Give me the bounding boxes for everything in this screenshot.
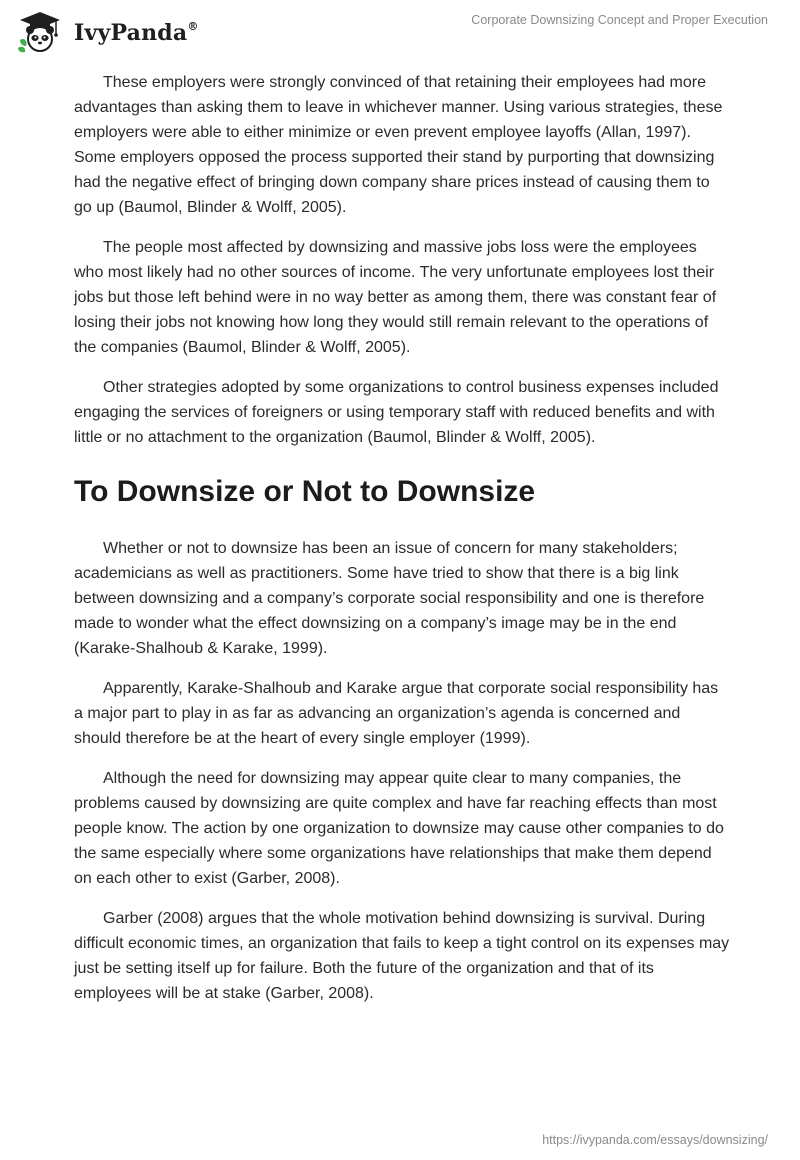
ivypanda-logo[interactable] xyxy=(16,10,199,54)
article-body xyxy=(74,70,730,1021)
source-url[interactable]: https://ivypanda.com/essays/downsizing/ xyxy=(542,1133,768,1147)
panda-graduate-icon xyxy=(16,10,64,54)
paragraph: Apparently, Karake-Shalhoub and Karake argue that corporate social responsibility has a major part to play in as far as advancing an organization’s agenda is concerned and should therefore be at the heart of every single employer (1999). xyxy=(74,680,719,747)
paragraph: Garber (2008) argues that the whole motivation behind downsizing is survival. During difficult economic times, an organization that fails to keep a tight control on its expenses may just be setting itself up for failure. Both the future of the organization and that of its employees will be at stake (Garber, 2008). xyxy=(74,910,730,1002)
section-heading: To Downsize or Not to Downsize xyxy=(74,475,536,508)
paragraph: Other strategies adopted by some organizations to control business expenses included engaging the services of foreigners or using temporary staff with reduced benefits and with little or no attachment to the organization (Baumol, Blinder & Wolff, 2005). xyxy=(74,379,719,446)
paragraph: Although the need for downsizing may appear quite clear to many companies, the problems caused by downsizing are quite complex and have far reaching effects than most people know. The action by one organization to downsize may cause other companies to do the same especially where some organizations have relationships that make them depend on each other to exist (Garber, 2008). xyxy=(74,770,724,887)
paragraph: The people most affected by downsizing and massive jobs loss were the employees who most likely had no other sources of income. The very unfortunate employees lost their jobs but those left behind were in no way better as among them, there was constant fear of losing their jobs not knowing how long they would still remain relevant to the operations of the companies (Baumol, Blinder & Wolff, 2005). xyxy=(74,239,717,356)
page-header xyxy=(0,0,800,60)
brand-name: IvyPanda® xyxy=(74,19,199,46)
document-title: Corporate Downsizing Concept and Proper Execution xyxy=(471,13,768,27)
paragraph: Whether or not to downsize has been an issue of concern for many stakeholders; academicians as well as practitioners. Some have tried to show that there is a big link between downsizing and a company’s corporate social responsibility and one is therefore made to wonder what the effect downsizing on a company’s image may be in the end (Karake-Shalhoub & Karake, 1999). xyxy=(74,540,705,657)
paragraph: These employers were strongly convinced of that retaining their employees had more advantages than asking them to leave in whichever manner. Using various strategies, these employers were able to either minimize or even prevent employee layoffs (Allan, 1997). Some employers opposed the process supported their stand by purporting that downsizing had the negative effect of bringing down company share prices instead of causing them to go up (Baumol, Blinder & Wolff, 2005). xyxy=(74,74,723,216)
